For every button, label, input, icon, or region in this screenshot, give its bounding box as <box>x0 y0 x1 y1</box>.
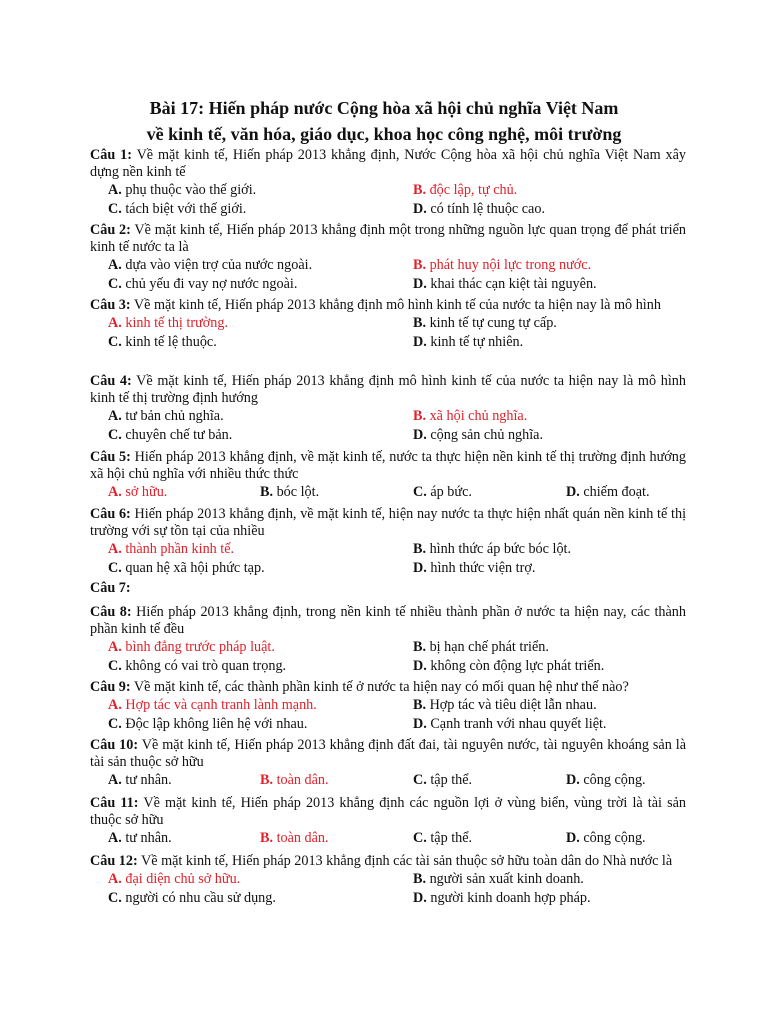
option-c: C. người có nhu cầu sử dụng. <box>108 889 276 906</box>
title-line-1: Bài 17: Hiến pháp nước Cộng hòa xã hội chủ nghĩa Việt Nam <box>149 98 619 118</box>
option-b: B. bóc lột. <box>260 484 320 500</box>
question-4 <box>90 373 686 444</box>
option-a: A. phụ thuộc vào thế giới. <box>108 182 257 198</box>
option-c: C. quan hệ xã hội phức tạp. <box>108 559 265 576</box>
option-a-correct: A. thành phần kinh tế. <box>108 541 235 557</box>
option-a: A. tư nhân. <box>108 830 172 846</box>
option-b-correct: B. độc lập, tự chủ. <box>413 182 518 198</box>
option-a: A. tư bản chủ nghĩa. <box>108 408 224 424</box>
question-11 <box>90 795 686 848</box>
option-b-correct: B. toàn dân. <box>260 830 329 846</box>
question-text: Câu 9: Về mặt kinh tế, các thành phần kinh tế ở nước ta hiện nay có mối quan hệ như thế nào? <box>90 679 629 695</box>
question-text: Câu 7: <box>90 580 131 596</box>
option-d: D. có tính lệ thuộc cao. <box>413 200 545 217</box>
option-b: B. kinh tế tự cung tự cấp. <box>413 315 557 331</box>
question-text: Câu 3: Về mặt kinh tế, Hiến pháp 2013 khẳng định mô hình kinh tế của nước ta hiện nay là mô hình <box>90 297 661 313</box>
question-7 <box>90 580 686 597</box>
option-a-correct: A. đại diện chủ sở hữu. <box>108 871 241 887</box>
option-c: C. chuyên chế tư bản. <box>108 426 233 443</box>
option-a-correct: A. bình đẳng trước pháp luật. <box>108 639 275 655</box>
option-d: D. không còn động lực phát triển. <box>413 657 605 674</box>
option-b: B. bị hạn chế phát triển. <box>413 639 549 655</box>
option-c: C. áp bức. <box>413 484 472 500</box>
option-c: C. không có vai trò quan trọng. <box>108 657 287 674</box>
question-text: Câu 11: Về mặt kinh tế, Hiến pháp 2013 khẳng định các nguồn lợi ở vùng biển, vùng trời là tài sản thuộc sở hữu <box>90 795 687 828</box>
option-d: D. Cạnh tranh với nhau quyết liệt. <box>413 715 607 732</box>
option-a: A. tư nhân. <box>108 772 172 788</box>
question-6 <box>90 506 686 577</box>
option-b-correct: B. phát huy nội lực trong nước. <box>413 257 592 273</box>
option-d: D. hình thức viện trợ. <box>413 559 536 576</box>
question-8 <box>90 604 686 675</box>
option-d: D. kinh tế tự nhiên. <box>413 333 524 350</box>
option-b: B. Hợp tác và tiêu diệt lẫn nhau. <box>413 697 597 713</box>
option-b: B. hình thức áp bức bóc lột. <box>413 541 572 557</box>
option-d: D. công cộng. <box>566 772 646 788</box>
option-c: C. kinh tế lệ thuộc. <box>108 333 217 350</box>
question-text: Câu 2: Về mặt kinh tế, Hiến pháp 2013 khẳng định một trong những nguồn lực quan trọng để phát triển kinh tế nước ta là <box>90 222 686 255</box>
question-text: Câu 12: Về mặt kinh tế, Hiến pháp 2013 khẳng định các tài sản thuộc sở hữu toàn dân do Nhà nước là <box>90 853 673 869</box>
question-5 <box>90 449 686 502</box>
option-b-correct: B. xã hội chủ nghĩa. <box>413 408 528 424</box>
question-10 <box>90 737 686 790</box>
title-line-2: về kinh tế, văn hóa, giáo dục, khoa học công nghệ, môi trường <box>146 124 622 144</box>
option-b: B. người sản xuất kinh doanh. <box>413 871 584 887</box>
option-d: D. chiếm đoạt. <box>566 484 650 500</box>
question-text: Câu 8: Hiến pháp 2013 khẳng định, trong nền kinh tế nhiều thành phần ở nước ta hiện nay, các thành phần kinh tế đều <box>90 604 686 637</box>
question-text: Câu 4: Về mặt kinh tế, Hiến pháp 2013 khẳng định mô hình kinh tế của nước ta hiện nay là mô hình kinh tế thị trường định hướng <box>90 373 686 406</box>
option-d: D. cộng sản chủ nghĩa. <box>413 426 544 443</box>
question-2 <box>90 222 686 293</box>
question-text: Câu 1: Về mặt kinh tế, Hiến pháp 2013 khẳng định, Nước Cộng hòa xã hội chủ nghĩa Việt Nam xây dựng nền kinh tế <box>90 147 686 180</box>
question-text: Câu 5: Hiến pháp 2013 khẳng định, về mặt kinh tế, nước ta thực hiện nền kinh tế thị trường định hướng xã hội chủ nghĩa với nhiều thức thức <box>90 449 686 482</box>
question-12 <box>90 853 686 907</box>
option-a: A. dựa vào viện trợ của nước ngoài. <box>108 257 313 273</box>
option-c: C. tập thể. <box>413 772 473 788</box>
option-d: D. người kinh doanh hợp pháp. <box>413 889 591 906</box>
option-c: C. tập thể. <box>413 830 473 846</box>
option-c: C. Độc lập không liên hệ với nhau. <box>108 715 308 732</box>
option-d: D. khai thác cạn kiệt tài nguyên. <box>413 275 597 292</box>
option-a-correct: A. sở hữu. <box>108 484 168 500</box>
option-a-correct: A. Hợp tác và cạnh tranh lành mạnh. <box>108 697 317 713</box>
question-text: Câu 6: Hiến pháp 2013 khẳng định, về mặt kinh tế, hiện nay nước ta thực hiện nhất quán nền kinh tế thị trường với sự tồn tại của nhiều <box>90 506 687 539</box>
question-1 <box>90 147 686 218</box>
question-3 <box>90 297 686 351</box>
option-d: D. công cộng. <box>566 830 646 846</box>
option-b-correct: B. toàn dân. <box>260 772 329 788</box>
option-a-correct: A. kinh tế thị trường. <box>108 315 229 331</box>
question-9 <box>90 679 686 733</box>
option-c: C. tách biệt với thế giới. <box>108 200 247 217</box>
option-c: C. chủ yếu đi vay nợ nước ngoài. <box>108 275 298 292</box>
question-text: Câu 10: Về mặt kinh tế, Hiến pháp 2013 khẳng định đất đai, tài nguyên nước, tài nguyên khoáng sản là tài sản thuộc sở hữu <box>90 737 686 770</box>
